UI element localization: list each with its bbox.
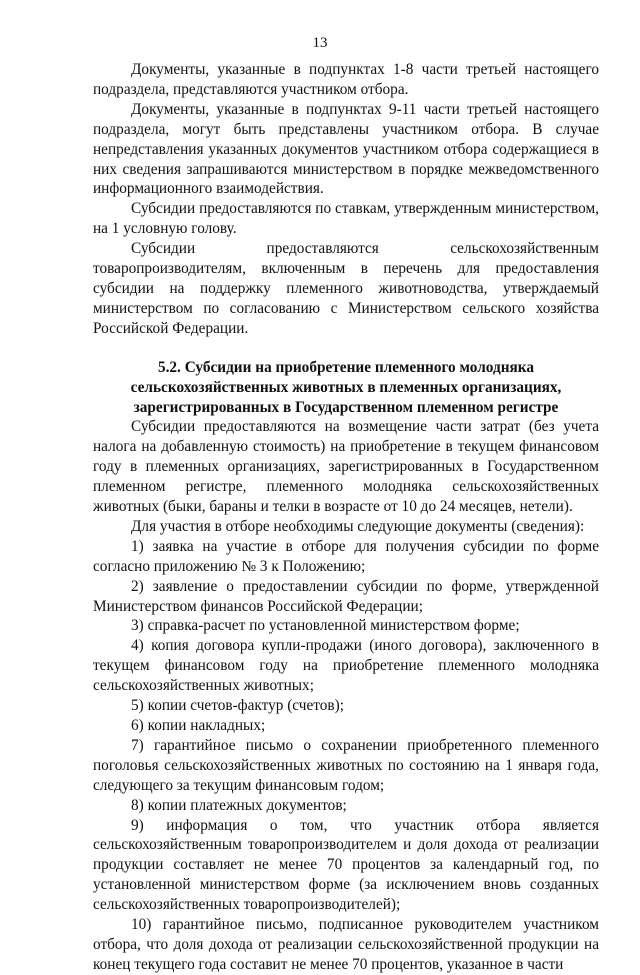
list-item-9: 9) информация о том, что участник отбора является сельскохозяйственным товаропроизводителем и доля дохода от реализации продукции составляет не менее 70 процентов за календарный год, по установленной министерством форме (за исключением вновь созданных сельскохозяйственных товаропроизводителей); [93,816,599,914]
list-item-4: 4) копия договора купли-продажи (иного договора), заключенного в текущем финансовом году на приобретение племенного молодняка сельскохозяйственных животных; [93,637,599,695]
list-item-8: 8) копии платежных документов; [131,796,347,814]
document-body [93,60,599,975]
paragraph-docs-1-8: Документы, указанные в подпунктах 1-8 части третьей настоящего подраздела, представляются участником отбора. [93,61,599,98]
section-heading-5-2 [93,358,599,418]
section-heading-line: 5.2. Субсидии на приобретение племенного молодняка [157,358,535,376]
list-item-2: 2) заявление о предоставлении субсидии по форме, утвержденной Министерством финансов Российской Федерации; [93,577,599,615]
list-item-5: 5) копии счетов-фактур (счетов); [131,697,344,715]
paragraph-recipients: Субсидии предоставляются сельскохозяйственным товаропроизводителям, включенным в перечень для предоставления субсидии на поддержку племенного животноводства, утверждаемый министерством по согласованию с Министерством сельского хозяйства Российской Федерации. [93,240,599,337]
list-item-10: 10) гарантийное письмо, подписанное руководителем участником отбора, что доля дохода от реализации сельскохозяйственной продукции на конец текущего года составит не менее 70 процентов, указанное в части [93,916,599,973]
paragraph-rates: Субсидии предоставляются по ставкам, утвержденным министерством, на 1 условную голову. [93,200,599,238]
paragraph-required-docs-intro: Для участия в отборе необходимы следующие документы (сведения): [131,517,585,535]
list-item-6: 6) копии накладных; [131,717,266,734]
paragraph-subsidy-purpose: Субсидии предоставляются на возмещение части затрат (без учета налога на добавленную стоимость) на приобретение в текущем финансовом году в племенных организациях, зарегистрированных в Государственном племенном регистре, племенного молодняка сельскохозяйственных животных (быки, бараны и телки в возрасте от 10 до 24 месяцев, нетели). [93,418,599,516]
section-heading-line: зарегистрированных в Государственном племенном регистре [133,398,559,416]
section-heading-line: сельскохозяйственных животных в племенных организациях, [130,378,562,396]
list-item-7: 7) гарантийное письмо о сохранении приобретенного племенного поголовья сельскохозяйственных животных по состоянию на 1 января года, следующего за текущим финансовым годом; [93,736,599,794]
page-number: 13 [312,35,328,51]
paragraph-docs-9-11: Документы, указанные в подпунктах 9-11 части третьей настоящего подраздела, могут быть представлены участником отбора. В случае непредставления указанных документов участником отбора содержащиеся в них сведения запрашиваются министерством в порядке межведомственного информационного взаимодействия. [93,100,599,198]
list-item-1: 1) заявка на участие в отборе для получения субсидии по форме согласно приложению № 3 к Положению; [93,537,599,575]
list-item-3: 3) справка-расчет по установленной министерством форме; [131,617,520,635]
